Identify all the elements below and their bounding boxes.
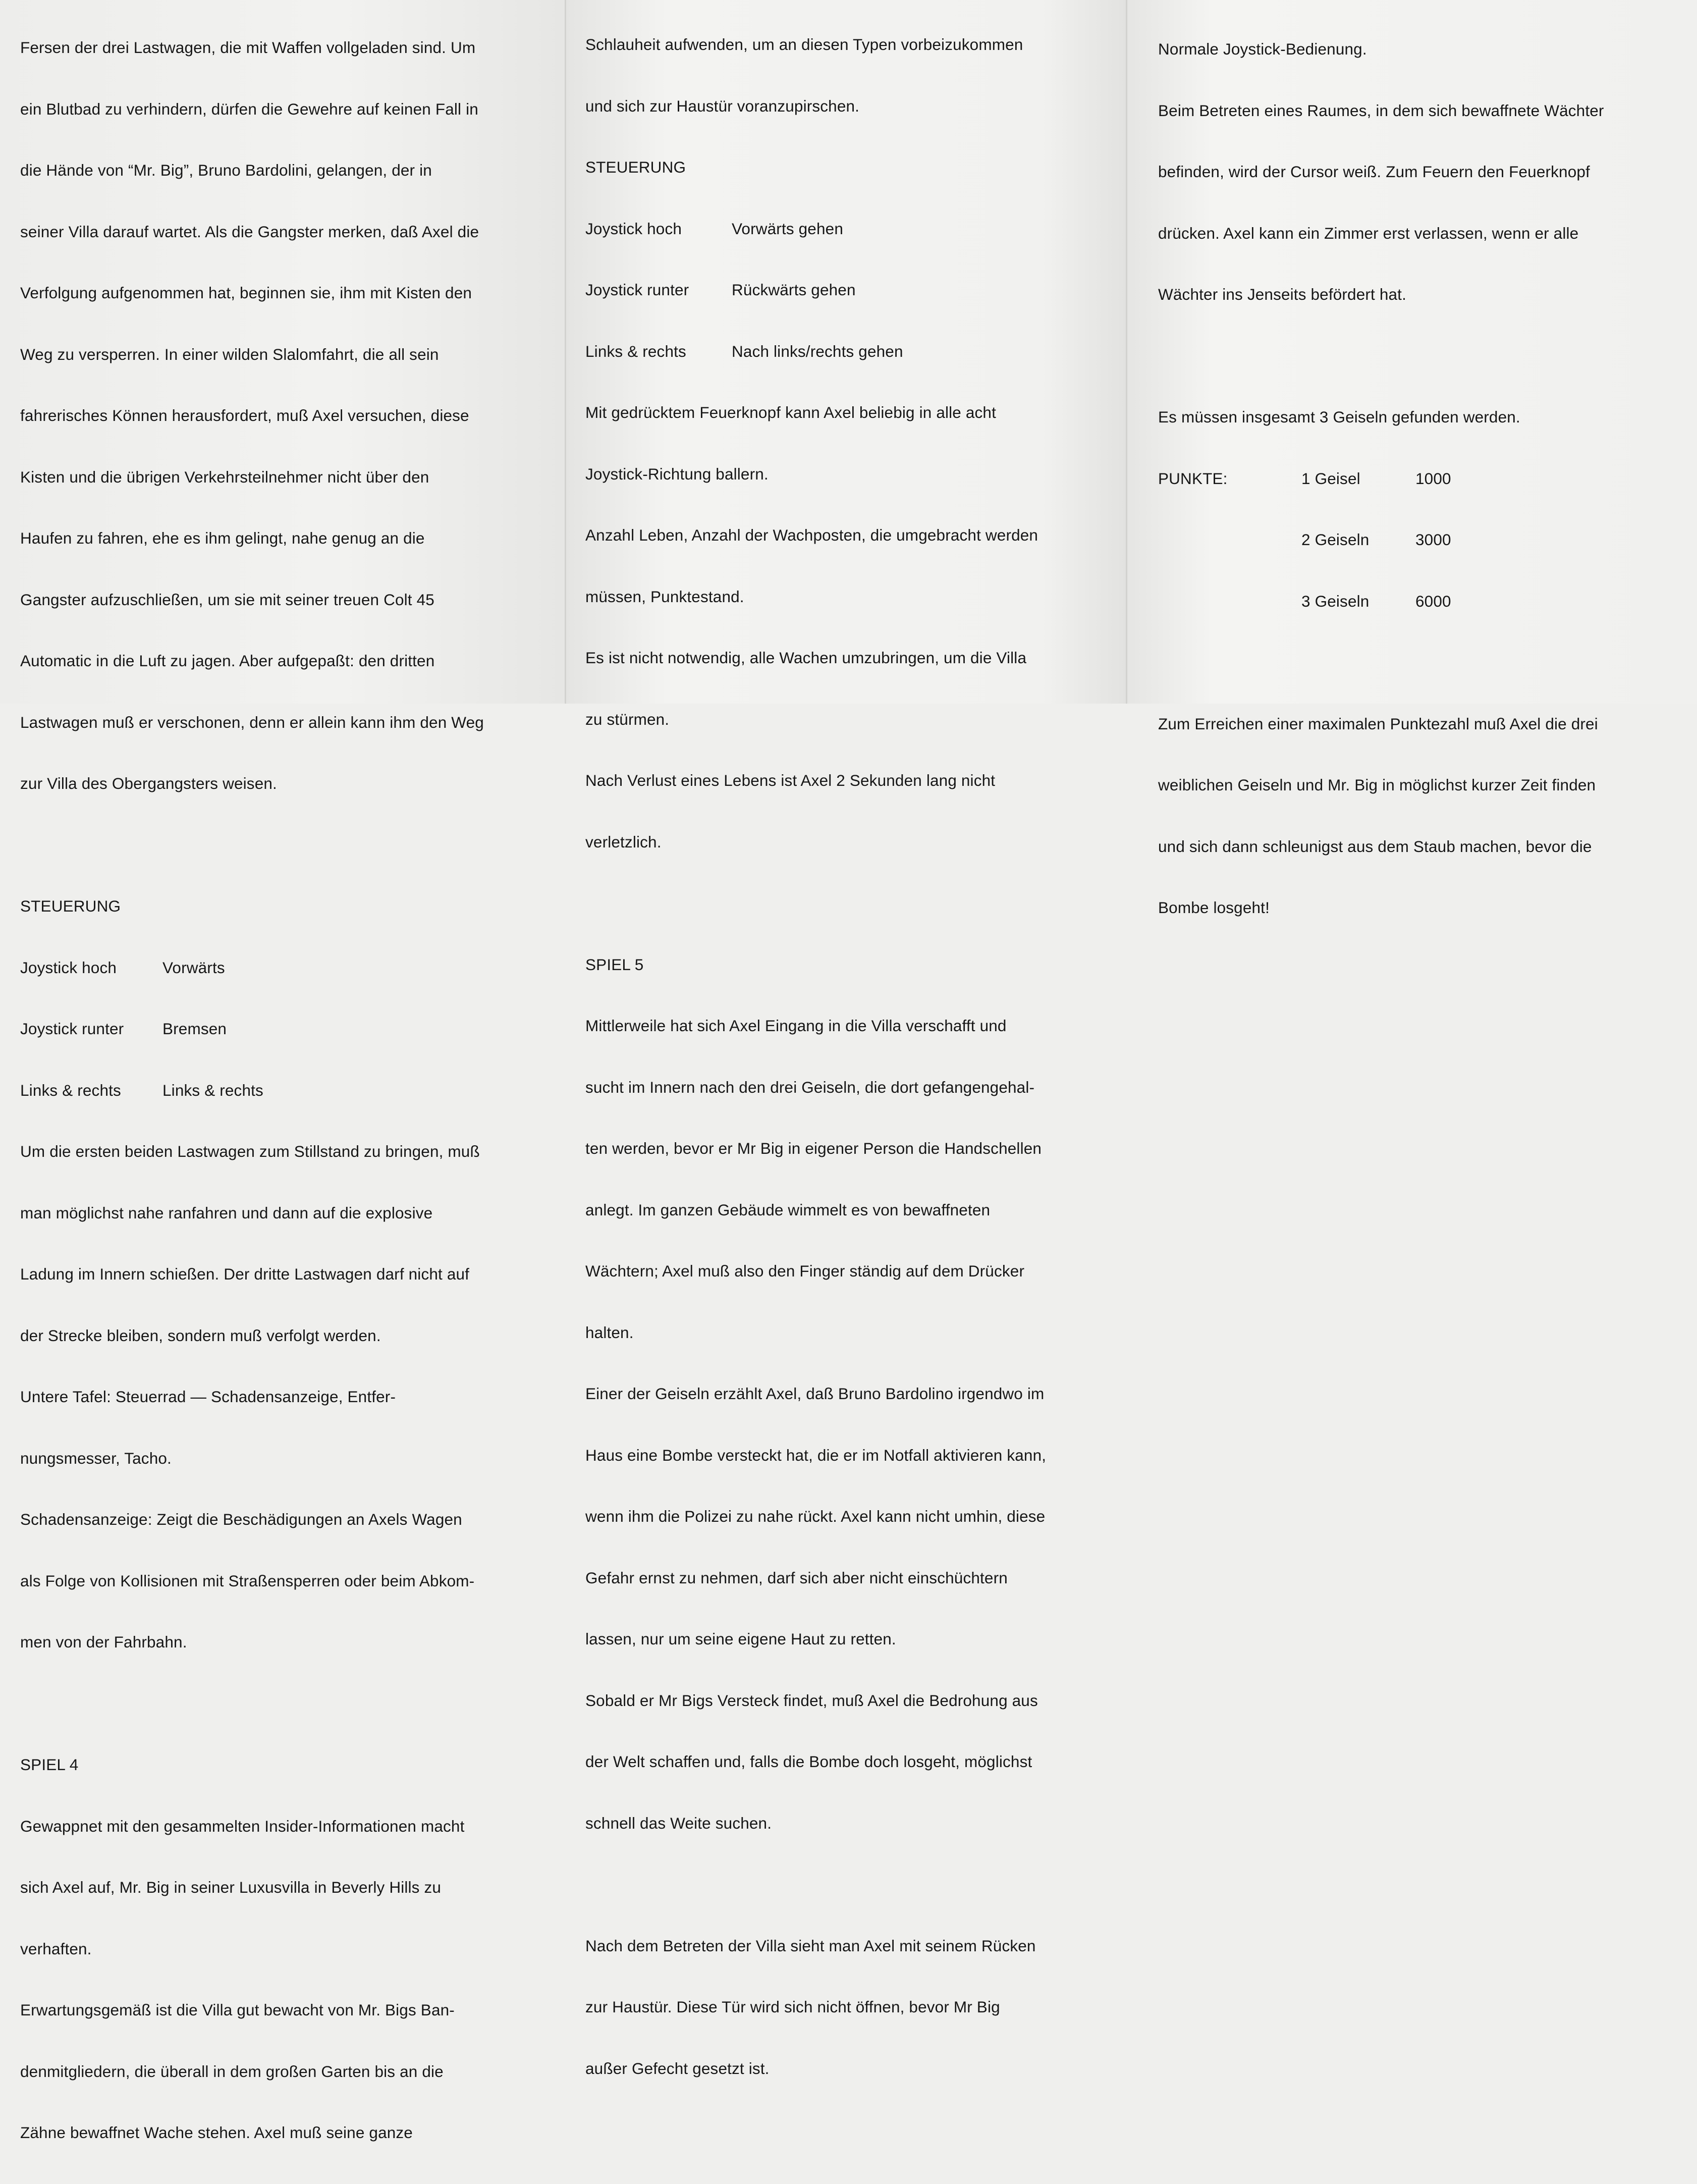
control-key: Joystick hoch [585,219,682,238]
text-line: und sich dann schleunigst aus dem Staub machen, bevor die [1158,837,1592,856]
spacer [585,1874,1046,1895]
text-line: der Welt schaffen und, falls die Bombe doch losgeht, möglichst [585,1752,1032,1771]
points-hostages: 1 Geisel [1301,469,1360,488]
spacer [1158,652,1604,673]
spacer [20,1693,484,1714]
text-line: Wächter ins Jenseits befördert hat. [1158,285,1406,303]
text-line: zur Villa des Obergangsters weisen. [20,774,277,792]
spacer [1158,346,1604,366]
control-key: Joystick runter [20,1020,124,1038]
text-line: Weg zu versperren. In einer wilden Slalomfahrt, die all sein [20,345,439,363]
text-line: Sobald er Mr Bigs Versteck findet, muß Axel die Bedrohung aus [585,1691,1038,1710]
text-line: der Strecke bleiben, sondern muß verfolgt werden. [20,1326,381,1345]
text-line: Bombe losgeht! [1158,898,1270,917]
fold-line [565,0,566,704]
points-row [1158,591,1604,612]
control-row [585,280,1046,300]
points-label: PUNKTE: [1158,469,1228,488]
text-line: Mittlerweile hat sich Axel Eingang in die Villa verschafft und [585,1017,1007,1035]
control-key: Links & rechts [20,1081,121,1099]
text-line: schnell das Weite suchen. [585,1814,772,1832]
text-line: Es müssen insgesamt 3 Geiseln gefunden werden. [1158,408,1520,426]
text-line: man möglichst nahe ranfahren und dann auf die explosive [20,1203,433,1222]
text-line: die Hände von “Mr. Big”, Bruno Bardolini, gelangen, der in [20,161,432,179]
text-line: ein Blutbad zu verhindern, dürfen die Gewehre auf keinen Fall in [20,99,478,118]
text-line: Erwartungsgemäß ist die Villa gut bewacht von Mr. Bigs Ban- [20,2001,455,2019]
points-hostages: 2 Geiseln [1301,530,1370,549]
column-middle [585,0,1046,2119]
text-line: Beim Betreten eines Raumes, in dem sich bewaffnete Wächter [1158,101,1604,120]
points-hostages: 3 Geiseln [1301,592,1370,610]
points-row [1158,529,1604,550]
text-line: Verfolgung aufgenommen hat, beginnen sie, ihm mit Kisten den [20,284,472,302]
points-value: 3000 [1415,530,1451,549]
control-action: Nach links/rechts gehen [732,342,903,360]
text-line: Nach dem Betreten der Villa sieht man Axel mit seinem Rücken [585,1936,1036,1955]
text-line: befinden, wird der Cursor weiß. Zum Feuern den Feuerknopf [1158,163,1590,181]
text-line: Mit gedrücktem Feuerknopf kann Axel beliebig in alle acht [585,403,996,421]
control-key: Joystick runter [585,281,689,299]
text-line: zur Haustür. Diese Tür wird sich nicht öffnen, bevor Mr Big [585,1998,1000,2016]
text-line: Joystick-Richtung ballern. [585,464,769,483]
points-row [1158,468,1604,489]
text-line: und sich zur Haustür voranzupirschen. [585,96,860,115]
text-line: seiner Villa darauf wartet. Als die Gangster merken, daß Axel die [20,222,479,241]
column-left [20,0,484,2184]
text-line: nungsmesser, Tacho. [20,1449,172,1467]
control-action: Rückwärts gehen [732,281,856,299]
text-line: drücken. Axel kann ein Zimmer erst verlassen, wenn er alle [1158,224,1579,242]
text-line: Schlauheit aufwenden, um an diesen Typen vorbeizukommen [585,35,1023,54]
control-action: Bremsen [162,1020,227,1038]
text-line: lassen, nur um seine eigene Haut zu retten. [585,1630,896,1648]
text-line: Haufen zu fahren, ehe es ihm gelingt, nahe genug an die [20,529,425,547]
text-line: fahrerisches Können herausfordert, muß Axel versuchen, diese [20,406,469,424]
text-line: Zum Erreichen einer maximalen Punktezahl muß Axel die drei [1158,714,1598,733]
text-line: Wächtern; Axel muß also den Finger ständig auf dem Drücker [585,1262,1025,1280]
text-line: ten werden, bevor er Mr Big in eigener Person die Handschellen [585,1139,1042,1157]
spacer [20,835,484,856]
control-row [20,957,484,978]
text-line: wenn ihm die Polizei zu nahe rückt. Axel kann nicht umhin, diese [585,1507,1046,1525]
text-line: sucht im Innern nach den drei Geiseln, die dort gefangengehal- [585,1078,1035,1096]
text-line: anlegt. Im ganzen Gebäude wimmelt es von bewaffneten [585,1200,991,1219]
text-line: Anzahl Leben, Anzahl der Wachposten, die umgebracht werden [585,526,1038,544]
text-line: Gefahr ernst zu nehmen, darf sich aber nicht einschüchtern [585,1568,1008,1587]
control-action: Vorwärts gehen [732,219,843,238]
text-line: Automatic in die Luft zu jagen. Aber aufgepaßt: den dritten [20,652,435,670]
spacer [585,893,1046,914]
section-heading: SPIEL 4 [20,1755,79,1774]
control-action: Vorwärts [162,958,225,977]
section-heading: STEUERUNG [20,897,121,915]
points-value: 1000 [1415,469,1451,488]
text-line: men von der Fahrbahn. [20,1633,187,1651]
control-action: Links & rechts [162,1081,263,1099]
text-line: Um die ersten beiden Lastwagen zum Stillstand zu bringen, muß [20,1142,480,1160]
control-key: Links & rechts [585,342,686,360]
text-line: Nach Verlust eines Lebens ist Axel 2 Sekunden lang nicht [585,771,996,789]
text-line: Einer der Geiseln erzählt Axel, daß Bruno Bardolino irgendwo im [585,1384,1045,1403]
text-line: verletzlich. [585,832,662,851]
control-key: Joystick hoch [20,958,117,977]
control-row [585,341,1046,362]
text-line: Gangster aufzuschließen, um sie mit seiner treuen Colt 45 [20,590,434,609]
points-value: 6000 [1415,592,1451,610]
column-right [1158,0,1604,959]
text-line: Ladung im Innern schießen. Der dritte Lastwagen darf nicht auf [20,1265,470,1283]
text-line: sich Axel auf, Mr. Big in seiner Luxusvilla in Beverly Hills zu [20,1878,442,1896]
fold-line [1126,0,1127,704]
text-line: Haus eine Bombe versteckt hat, die er im Notfall aktivieren kann, [585,1446,1047,1464]
text-line: außer Gefecht gesetzt ist. [585,2059,770,2078]
text-line: Fersen der drei Lastwagen, die mit Waffen vollgeladen sind. Um [20,38,476,57]
text-line: als Folge von Kollisionen mit Straßensperren oder beim Abkom- [20,1571,475,1590]
text-line: denmitgliedern, die überall in dem großen Garten bis an die [20,2062,444,2081]
text-line: verhaften. [20,1939,92,1958]
text-line: Schadensanzeige: Zeigt die Beschädigungen an Axels Wagen [20,1510,462,1528]
control-row [20,1019,484,1039]
text-line: zu stürmen. [585,710,670,728]
text-line: Gewappnet mit den gesammelten Insider-Informationen macht [20,1817,465,1835]
control-row [20,1080,484,1101]
section-heading: STEUERUNG [585,158,686,176]
text-line: Es ist nicht notwendig, alle Wachen umzubringen, um die Villa [585,649,1027,667]
control-row [585,219,1046,239]
text-line: Kisten und die übrigen Verkehrsteilnehmer nicht über den [20,467,429,486]
section-heading: SPIEL 5 [585,955,644,974]
text-line: Untere Tafel: Steuerrad — Schadensanzeige, Entfer- [20,1388,396,1406]
text-line: weiblichen Geiseln und Mr. Big in möglichst kurzer Zeit finden [1158,776,1596,794]
text-line: Normale Joystick-Bedienung. [1158,40,1367,58]
text-line: Zähne bewaffnet Wache stehen. Axel muß seine ganze [20,2123,413,2142]
text-line: müssen, Punktestand. [585,587,744,606]
text-line: halten. [585,1323,634,1342]
text-line: Lastwagen muß er verschonen, denn er allein kann ihm den Weg [20,713,484,731]
